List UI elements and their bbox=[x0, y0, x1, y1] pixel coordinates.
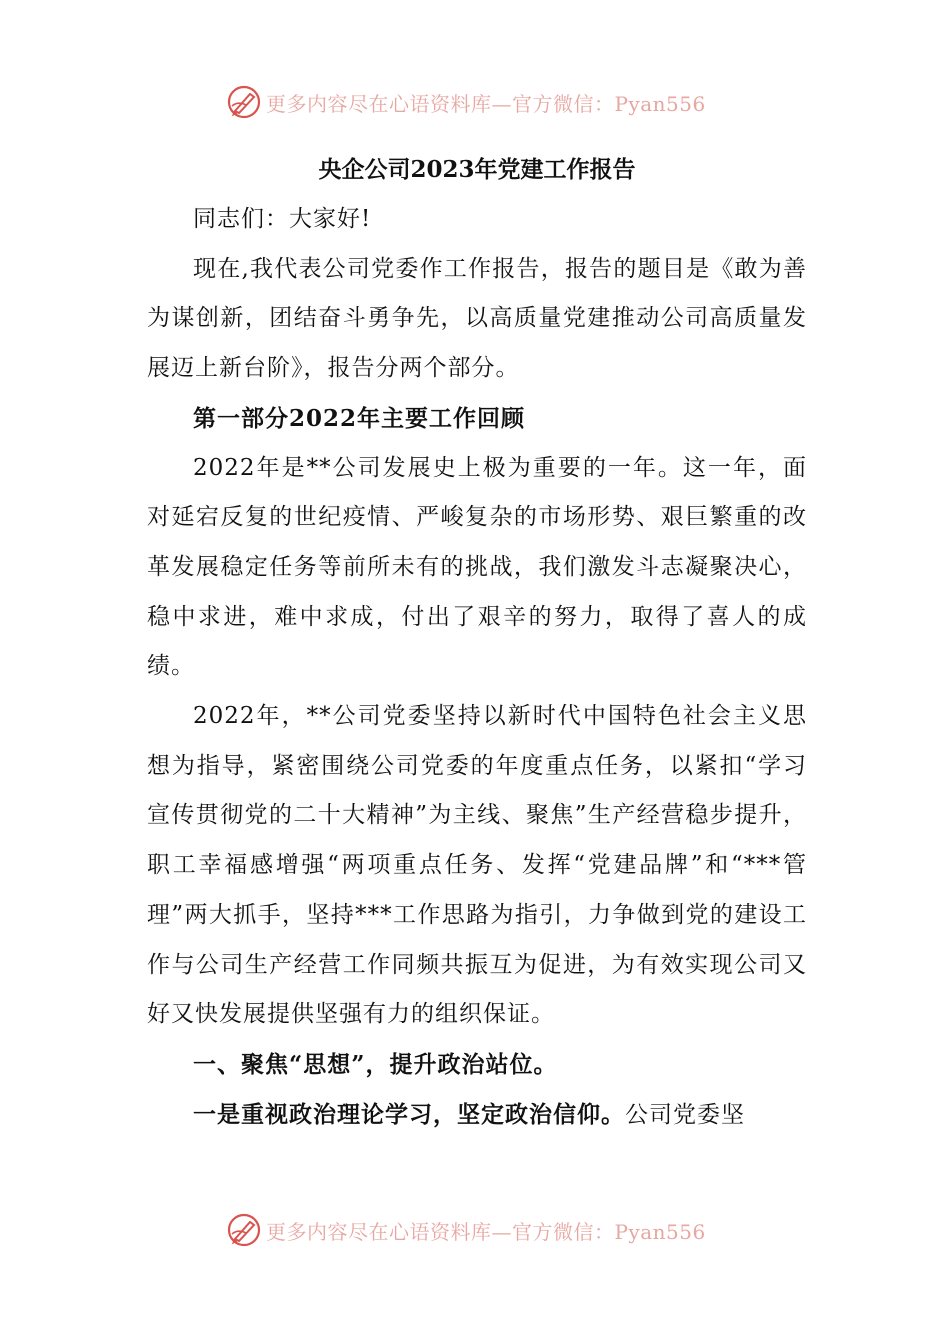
document-body bbox=[147, 145, 807, 1140]
watermark-text: 更多内容尽在心语资料库—官方微信：Pyan556 bbox=[266, 1219, 706, 1244]
greeting: 同志们：大家好! bbox=[193, 206, 372, 232]
item1-paragraph bbox=[147, 1090, 807, 1141]
part1-heading: 第一部分2022年主要工作回顾 bbox=[193, 404, 526, 432]
watermark-text: 更多内容尽在心语资料库—官方微信：Pyan556 bbox=[266, 91, 706, 116]
pen-logo-icon bbox=[226, 1212, 262, 1248]
intro-paragraph: 现在,我代表公司党委作工作报告，报告的题目是《敢为善为谋创新，团结奋斗勇争先，以高质量党建推动公司高质量发展迈上新台阶》，报告分两个部分。 bbox=[147, 255, 807, 382]
paragraph-1: 2022年是**公司发展史上极为重要的一年。这一年，面对延宕反复的世纪疫情、严峻复杂的市场形势、艰巨繁重的改革发展稳定任务等前所未有的挑战，我们激发斗志凝聚决心，稳中求进，难中求成，付出了艰辛的努力，取得了喜人的成绩。 bbox=[147, 454, 807, 680]
watermark-banner-bottom bbox=[0, 1210, 950, 1250]
watermark-banner-top bbox=[0, 82, 950, 122]
item1-lead: 一是重视政治理论学习，坚定政治信仰。 bbox=[193, 1100, 625, 1128]
document-title: 央企公司2023年党建工作报告 bbox=[318, 156, 636, 183]
section1-heading: 一、聚焦“思想”，提升政治站位。 bbox=[193, 1050, 558, 1078]
item1-text: 公司党委坚 bbox=[625, 1101, 745, 1128]
pen-logo-icon bbox=[226, 84, 262, 120]
paragraph-2: 2022年，**公司党委坚持以新时代中国特色社会主义思想为指导，紧密围绕公司党委的年度重点任务，以紧扣“学习宣传贯彻党的二十大精神”为主线、聚焦”生产经营稳步提升，职工幸福感增强“两项重点任务、发挥“党建品牌”和“***管理”两大抓手，坚持***工作思路为指引，力争做到党的建设工作与公司生产经营工作同频共振互为促进，为有效实现公司又好又快发展提供坚强有力的组织保证。 bbox=[147, 703, 807, 1028]
